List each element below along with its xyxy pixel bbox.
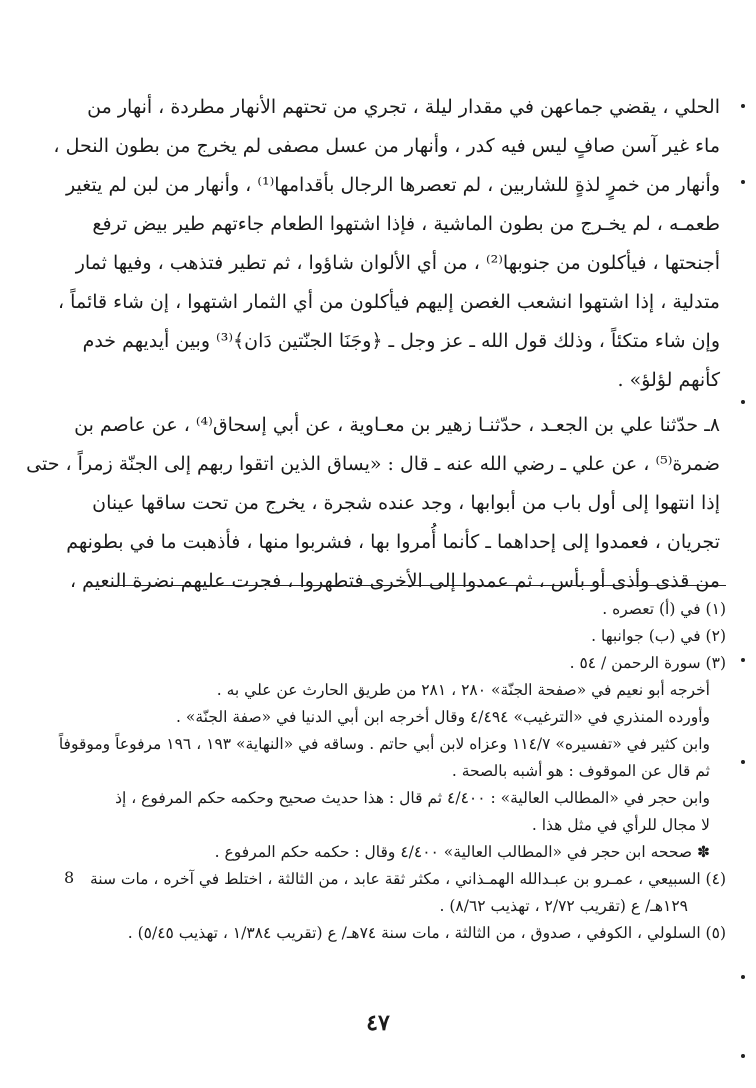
text-line: متدلية ، إذا اشتهوا انشعب الغصن إليهم فيأكلون من أي الثمار اشتهوا ، إن شاء قائماً ، xyxy=(58,291,720,313)
footnote-divider xyxy=(112,585,726,586)
footnote-takhrij: لا مجال للرأي في مثل هذا . xyxy=(531,816,710,834)
margin-dot xyxy=(741,180,745,184)
page-number: ٤٧ xyxy=(366,1010,390,1036)
footnote-grading: ✽ صححه ابن حجر في «المطالب العالية» ٤/٤٠٠ وقال : حكمه حكم المرفوع . xyxy=(214,843,710,861)
margin-dot xyxy=(741,400,745,404)
text-line: إذا انتهوا إلى أول باب من أبوابها ، وجد عنده شجرة ، يخرج من تحت ساقها عينان xyxy=(92,492,720,514)
footnote-takhrij: وأورده المنذري في «الترغيب» ٤/٤٩٤ وقال أخرجه ابن أبي الدنيا في «صفة الجنّة» . xyxy=(176,708,710,726)
text-line: ٨ـ حدّثنا علي بن الجعـد ، حدّثنـا زهير بن معـاوية ، عن أبي إسحاق⁽⁴⁾ ، عن عاصم بن xyxy=(74,414,720,436)
text-line: الحلي ، يقضي جماعهن في مقدار ليلة ، تجري من تحتهم الأنهار مطردة ، أنهار من xyxy=(87,96,720,118)
margin-dot xyxy=(741,104,745,108)
text-line: من قذى وأذى أو بأس ، ثم عمدوا إلى الأخرى فتطهروا ، فجرت عليهم نضرة النعيم ، xyxy=(69,570,720,592)
footnote: (٤) السبيعي ، عمـرو بن عبـدالله الهمـذاني ، مكثر ثقة عابد ، من الثالثة ، اختلط في آخره ، مات سنة xyxy=(89,870,726,888)
margin-dot xyxy=(741,760,745,764)
text-line: ماء غير آسن صافٍ ليس فيه كدر ، وأنهار من عسل مصفى لم يخرج من بطون النحل ، xyxy=(53,135,720,157)
text-line: وأنهار من خمرٍ لذةٍ للشاربين ، لم تعصرها الرجال بأقدامها⁽¹⁾ ، وأنهار من لبن لم يتغير xyxy=(66,174,720,196)
footnotes xyxy=(58,596,726,947)
footnote-continuation: ١٢٩هـ/ ع (تقريب ٢/٧٢ ، تهذيب ٨/٦٢) . xyxy=(439,897,688,915)
margin-dot xyxy=(741,975,745,979)
footnote: (٣) سورة الرحمن / ٥٤ . xyxy=(569,654,726,672)
main-text xyxy=(26,88,720,601)
margin-dot xyxy=(741,1054,745,1058)
footnote-takhrij: وابن كثير في «تفسيره» ١١٤/٧ وعزاه لابن أبي حاتم . وساقه في «النهاية» ١٩٣ ، ١٩٦ مرفوعاً وموقوفاً xyxy=(58,735,710,753)
footnote-takhrij: ثم قال عن الموقوف : هو أشبه بالصحة . xyxy=(451,762,710,780)
footnote: (٥) السلولي ، الكوفي ، صدوق ، من الثالثة ، مات سنة ٧٤هـ/ ع (تقريب ١/٣٨٤ ، تهذيب ٥/٤٥) . xyxy=(127,924,726,942)
text-line: وإن شاء متكئاً ، وذلك قول الله ـ عز وجل ـ ﴿وجَنَا الجنّتين دَان﴾⁽³⁾ وبين أيديهم خدم xyxy=(82,330,720,352)
footnote: (٢) في (ب) جوانبها . xyxy=(591,627,726,645)
text-line: تجريان ، فعمدوا إلى إحداهما ـ كأنما أُمروا بها ، فشربوا منها ، فأذهبت ما في بطونهم xyxy=(66,531,720,553)
margin-number: 8 xyxy=(64,868,75,887)
footnote-takhrij: وابن حجر في «المطالب العالية» : ٤/٤٠٠ ثم قال : هذا حديث صحيح وحكمه حكم المرفوع ، إذ xyxy=(115,789,710,807)
footnote-takhrij: أخرجه أبو نعيم في «صفحة الجنّة» ٢٨٠ ، ٢٨١ من طريق الحارث عن علي به . xyxy=(216,681,710,699)
footnote: (١) في (أ) تعصره . xyxy=(602,600,726,618)
text-line: أجنحتها ، فيأكلون من جنوبها⁽²⁾ ، من أي الألوان شاؤوا ، ثم تطير فتذهب ، وفيها ثمار xyxy=(75,252,720,274)
text-line: كأنهم لؤلؤ» . xyxy=(617,369,720,391)
margin-dot xyxy=(741,658,745,662)
text-line: ضمرة⁽⁵⁾ ، عن علي ـ رضي الله عنه ـ قال : «يساق الذين اتقوا ربهم إلى الجنّة زمراً ، حتى xyxy=(26,453,720,475)
text-line: طعمـه ، لم يخـرج من بطون الماشية ، فإذا اشتهوا الطعام جاءتهم طير بيض ترفع xyxy=(92,213,720,235)
